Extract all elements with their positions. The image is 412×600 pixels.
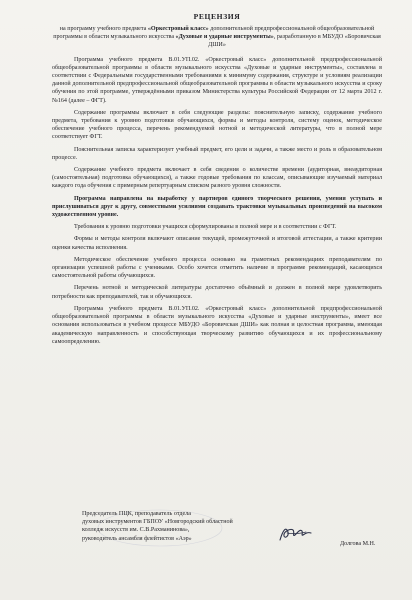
reviewer-position-line-3: колледж искусств им. С.В.Рахманинова»,: [82, 527, 190, 534]
paragraph-methodology: Методическое обеспечение учебного процесса основано на грамотных рекомендациях преподавателям по организации успешной работы с учениками. Особо хочется отметить наличие в программе рекомендаций, касающихся самостоятельной работы обучающихся.: [52, 256, 382, 280]
intro-text-3: , разработанную в МБУДО «Боровичская ДШИ»: [208, 34, 381, 49]
signer-name: Долгова М.Н.: [340, 541, 376, 547]
reviewer-position-line-2: духовых инструментов ГБПОУ «Новгородский областной: [82, 519, 233, 526]
paragraph-conclusion: Программа учебного предмета В.01.УП.02. «Оркестровый класс» дополнительной предпрофессиональной общеобразовательной программы в области музыкального искусства «Духовые и ударные инструменты», имеет все основания использоваться в учебном процессе МБУДО «Боровичская ДШИ» как полная и целостная программа, имеющая академическую направленность и способствующая творческому развитию обучающихся и их профессиональному самоопределению.: [52, 305, 382, 345]
paragraph-control-forms: Формы и методы контроля включают описание текущей, промежуточной и итоговой аттестации, а также критерии оценки качества исполнения.: [52, 236, 382, 251]
document-intro: [52, 25, 382, 50]
document-title: РЕЦЕНЗИЯ: [193, 12, 241, 21]
intro-program: «Духовые и ударные инструменты»: [175, 34, 274, 41]
paragraph-explanatory-note: Пояснительная записка характеризует учебный предмет, его цели и задачи, а также место и роль в образовательном процессе.: [52, 146, 382, 161]
handwritten-signature: [276, 520, 314, 546]
paragraph-compliance: Программа учебного предмета В.01.УП.02. «Оркестровый класс» дополнительной предпрофессиональной общеобразовательной программы в области музыкального искусства «Духовые и ударные инструменты», составлена в соответствии с Федеральными государственными требованиями к минимуму содержания, структуре и условиям реализации данной дополнительной предпрофессиональной общеобразовательной программы в области музыкального искусства и сроку обучения по этой программе, утверждёнными приказом Министерства культуры Российской Федерации от 12 марта 2012 г. №164 (далее – ФГТ).: [52, 56, 382, 104]
paragraph-requirements: Требования к уровню подготовки учащихся сформулированы в полной мере и в соответствии с ФГТ.: [74, 224, 337, 231]
paragraph-program-aim: Программа направлена на выработку у партнеров единого творческого решения, умения уступать и прислушиваться друг к другу, совместными усилиями создавать трактовки музыкальных произведений на высоком художественном уровне.: [52, 195, 382, 219]
paragraph-literature: Перечень нотной и методической литературы достаточно объёмный и должен в полной мере удовлетворить потребности как преподавателей, так и обучающихся.: [52, 285, 382, 300]
intro-subject: «Оркестровый класс»: [147, 26, 209, 32]
paragraph-subject-content: Содержание учебного предмета включает в себя сведения о количестве времени (аудиторная, внеаудиторная (самостоятельная) подготовка обучающихся), а также годовые требования по классам, описывающие изучаемый материал каждого года обучения с примерным репертуарным списком разного уровня сложности.: [52, 167, 382, 190]
signature-block: [82, 510, 282, 543]
reviewer-position-line-4: руководитель ансамбля флейтистов «Аэр»: [82, 535, 192, 542]
intro-text-2: дополнительной предпрофессиональной общеобразовательной программы в области музыкального искусства: [53, 26, 375, 41]
reviewer-position-line-1: Председатель ПЦК, преподаватель отдела: [82, 511, 191, 517]
intro-text-1: на программу учебного предмета: [59, 26, 148, 32]
paragraph-contents: Содержание программы включает в себя следующие разделы: пояснительную записку, содержание учебного предмета, требования к уровню подготовки обучающихся, формы и методы контроля, систему оценок, методическое обеспечение учебного процесса, перечень рекомендуемой нотной и методической литературы, что в полной мере соответствует ФГТ.: [52, 109, 382, 141]
